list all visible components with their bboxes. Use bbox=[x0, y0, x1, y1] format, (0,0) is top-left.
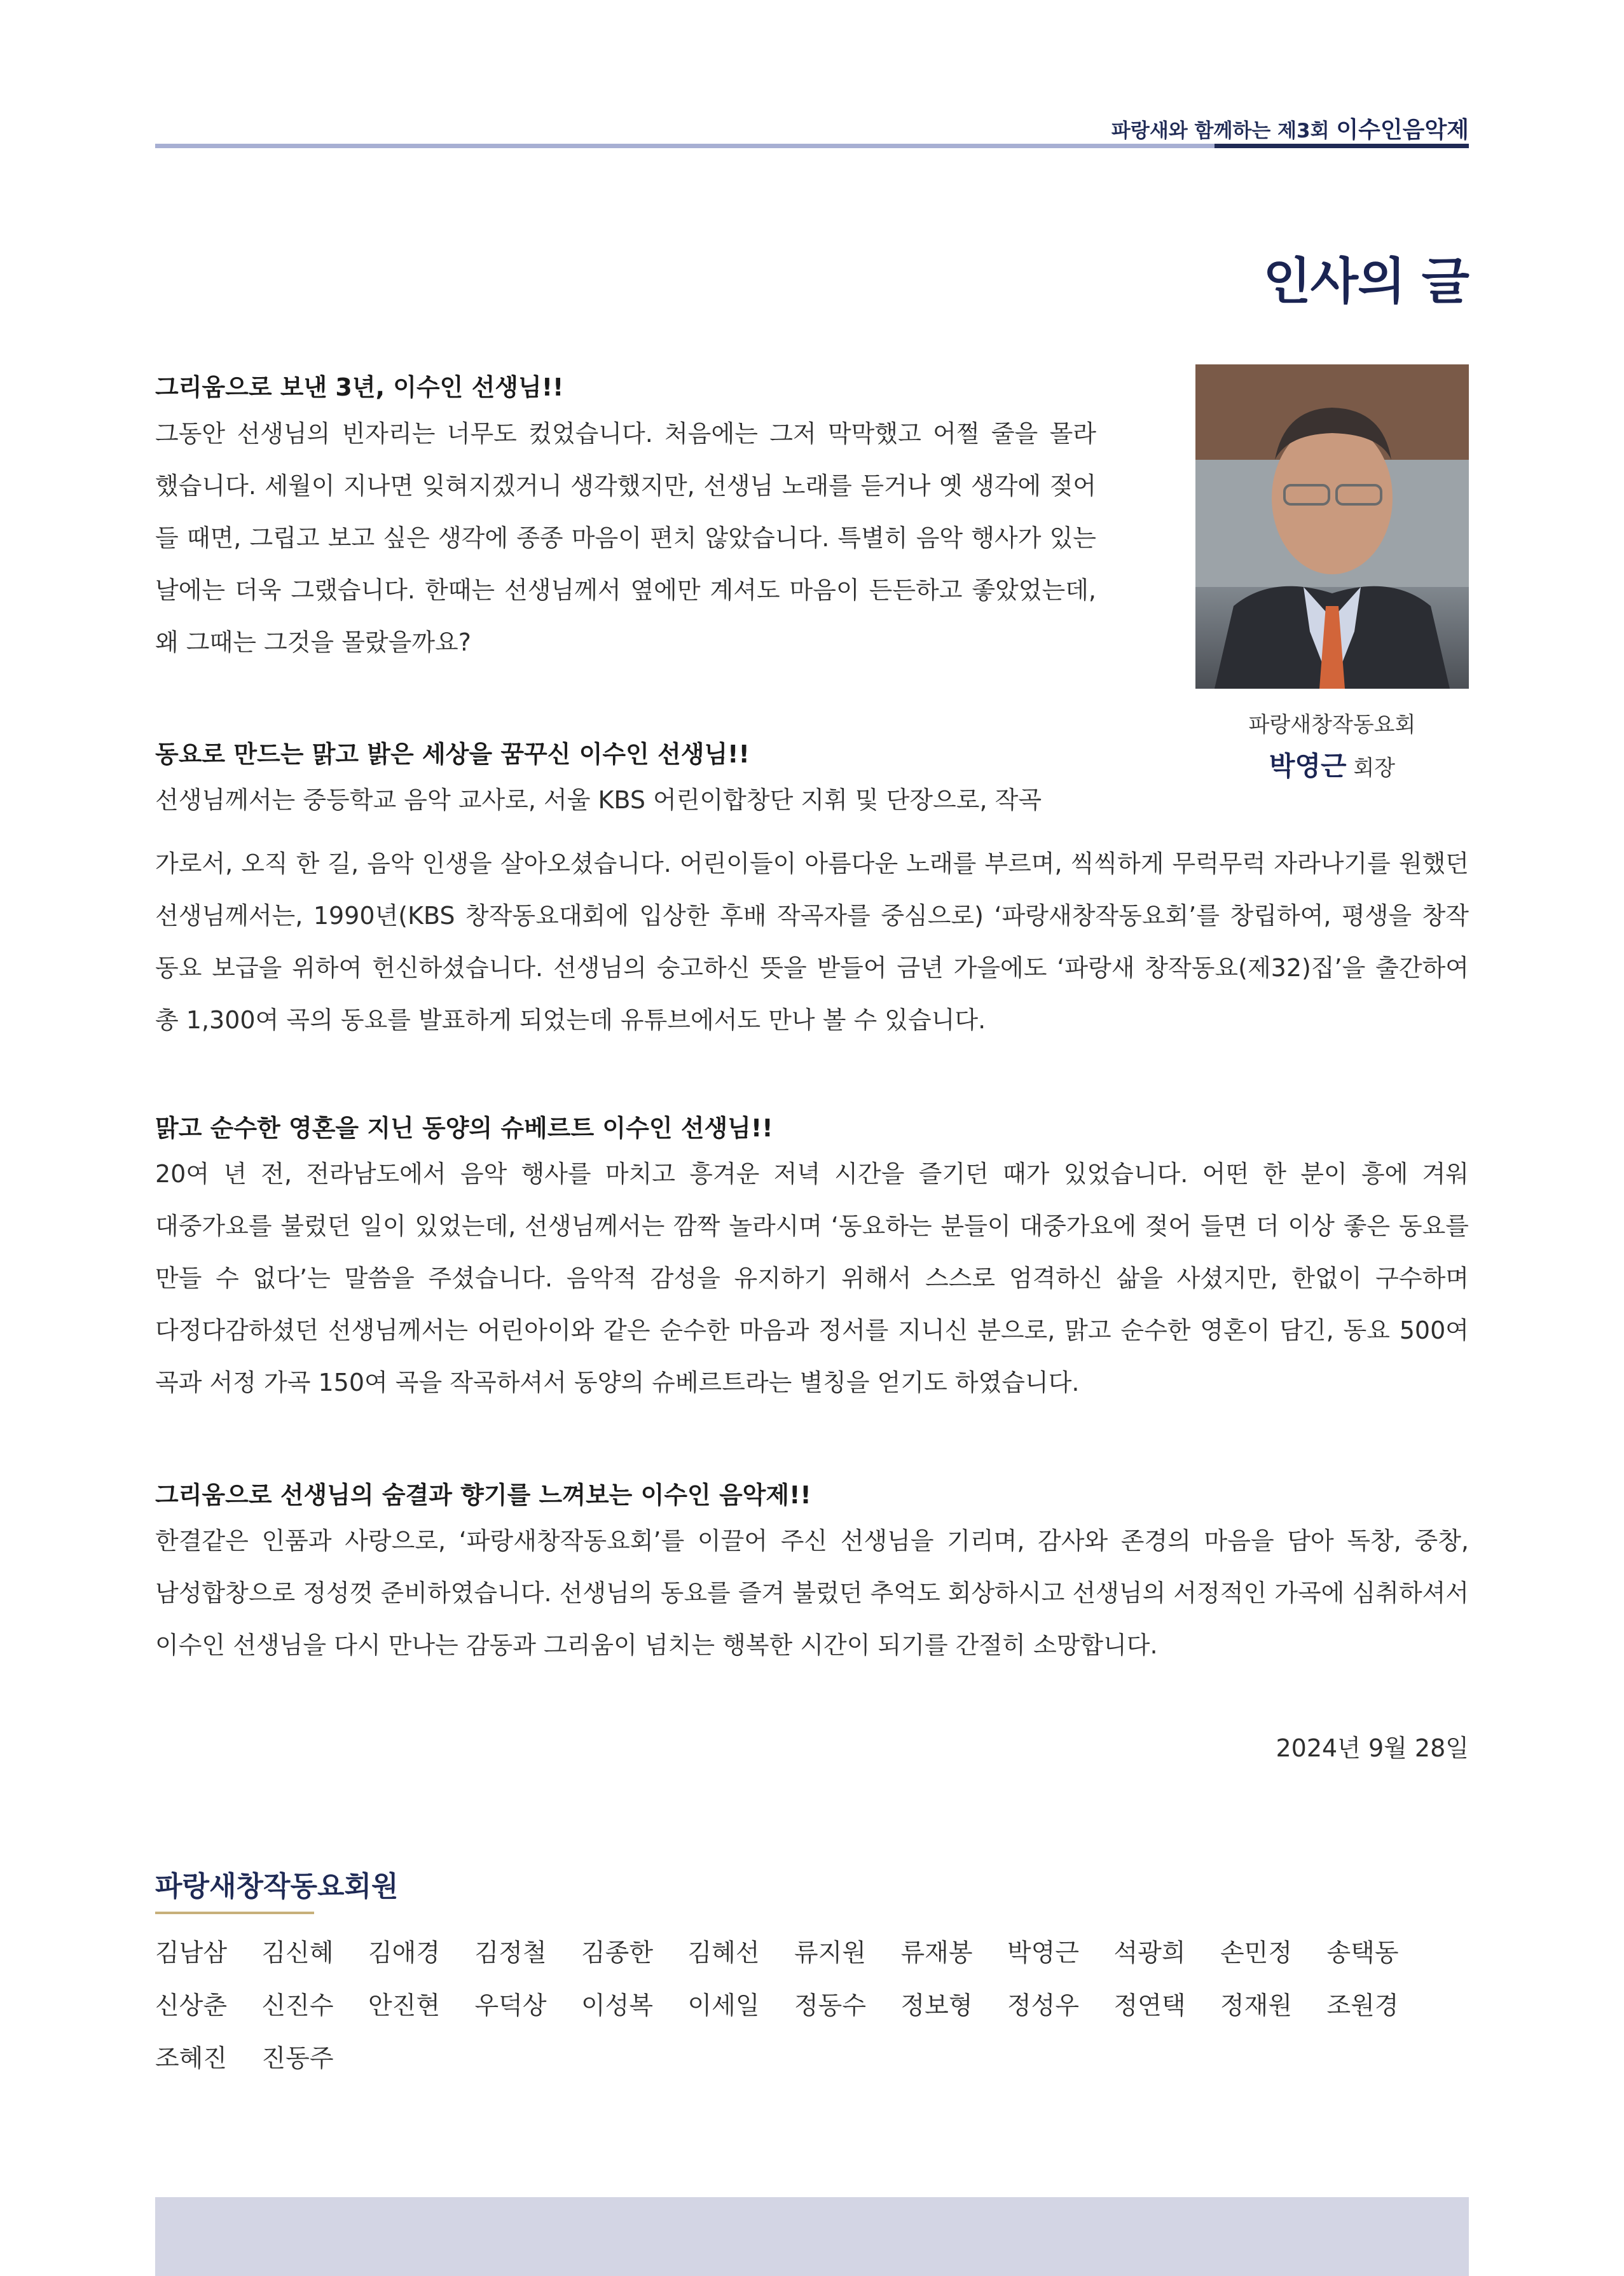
member-name: 김남삼 bbox=[155, 1939, 228, 1968]
member-name: 정연택 bbox=[1113, 1992, 1186, 2020]
member-name: 류지원 bbox=[794, 1939, 867, 1968]
footer-band bbox=[155, 2197, 1469, 2276]
member-name: 석광희 bbox=[1113, 1939, 1186, 1968]
section-heading-1: 그리움으로 보낸 3년, 이수인 선생님!! bbox=[155, 373, 564, 401]
section-body-2: 가로서, 오직 한 길, 음악 인생을 살아오셨습니다. 어린이들이 아름다운 노래를 부르며, 씩씩하게 무럭무럭 자라나기를 원했던 선생님께서는, 1990년(KBS 창작동요대회에 입상한 후배 작곡자를 중심으로) ‘파랑새창작동요회’를 창립하여, 평생을 창작 동요 보급을 위하여 헌신하셨습니다. 선생님의 숭고하신 뜻을 받들어 금년 가을에도 ‘파랑새 창작동요(제32)집’을 출간하여 총 1,300여 곡의 동요를 발표하게 되었는데 유튜브에서도 만나 볼 수 있습니다. bbox=[155, 850, 1469, 1034]
header-prefix: 파랑새와 함께하는 제3회 bbox=[1111, 120, 1330, 142]
photo-caption bbox=[1195, 745, 1469, 783]
section-body-1: 그동안 선생님의 빈자리는 너무도 컸었습니다. 처음에는 그저 막막했고 어쩔 줄을 몰라 했습니다. 세월이 지나면 잊혀지겠거니 생각했지만, 선생님 노래를 듣거나 옛 생각에 젖어 들 때면, 그립고 보고 싶은 생각에 종종 마음이 편치 않았습니다. 특별히 음악 행사가 있는 날에는 더욱 그랬습니다. 한때는 선생님께서 옆에만 계셔도 마음이 든든하고 좋았었는데, 왜 그때는 그것을 몰랐을까요? bbox=[155, 420, 1096, 656]
portrait-illustration bbox=[1195, 364, 1469, 689]
section-body-2-line1: 선생님께서는 중등학교 음악 교사로, 서울 KBS 어린이합창단 지휘 및 단장으로, 작곡 bbox=[155, 786, 1042, 814]
member-name: 박영근 bbox=[1007, 1939, 1080, 1968]
member-name: 정성우 bbox=[1007, 1992, 1080, 2020]
header-rule-accent bbox=[1215, 144, 1469, 148]
section-heading-3: 맑고 순수한 영혼을 지닌 동양의 슈베르트 이수인 선생님!! bbox=[155, 1114, 773, 1142]
member-name: 김신혜 bbox=[261, 1939, 334, 1968]
photo-caption-role: 회장 bbox=[1353, 755, 1396, 781]
page-title: 인사의 글 bbox=[1263, 253, 1469, 310]
member-name: 정보형 bbox=[900, 1992, 973, 2020]
header-text bbox=[1111, 112, 1469, 144]
member-name: 이세일 bbox=[687, 1992, 760, 2020]
member-name: 김종한 bbox=[581, 1939, 654, 1968]
page-header bbox=[155, 112, 1469, 148]
member-name: 진동주 bbox=[261, 2045, 334, 2073]
portrait-photo bbox=[1195, 364, 1469, 689]
member-name: 정동수 bbox=[794, 1992, 867, 2020]
member-name: 정재원 bbox=[1220, 1992, 1293, 2020]
section-heading-4: 그리움으로 선생님의 숨결과 향기를 느껴보는 이수인 음악제!! bbox=[155, 1481, 811, 1509]
header-festival-name: 이수인음악제 bbox=[1336, 117, 1469, 143]
member-name: 조혜진 bbox=[155, 2045, 228, 2073]
member-name: 송택동 bbox=[1326, 1939, 1399, 1968]
section-heading-2: 동요로 만드는 맑고 밝은 세상을 꿈꾸신 이수인 선생님!! bbox=[155, 740, 750, 768]
member-name: 김정철 bbox=[474, 1939, 547, 1968]
header-rule bbox=[155, 144, 1469, 148]
members-title: 파랑새창작동요회원 bbox=[155, 1870, 399, 1903]
letter-date: 2024년 9월 28일 bbox=[1276, 1734, 1469, 1762]
section-body-3: 20여 년 전, 전라남도에서 음악 행사를 마치고 흥겨운 저녁 시간을 즐기던 때가 있었습니다. 어떤 한 분이 흥에 겨워 대중가요를 불렀던 일이 있었는데, 선생님께서는 깜짝 놀라시며 ‘동요하는 분들이 대중가요에 젖어 들면 더 이상 좋은 동요를 만들 수 없다’는 말씀을 주셨습니다. 음악적 감성을 유지하기 위해서 스스로 엄격하신 삶을 사셨지만, 한없이 구수하며 다정다감하셨던 선생님께서는 어린아이와 같은 순수한 마음과 정서를 지니신 분으로, 맑고 순수한 영혼이 담긴, 동요 500여 곡과 서정 가곡 150여 곡을 작곡하셔서 동양의 슈베르트라는 별칭을 얻기도 하였습니다. bbox=[155, 1160, 1469, 1397]
member-name: 안진현 bbox=[368, 1992, 441, 2020]
member-name: 신상춘 bbox=[155, 1992, 228, 2020]
member-list bbox=[155, 1927, 1469, 2085]
section-body-4: 한결같은 인품과 사랑으로, ‘파랑새창작동요회’를 이끌어 주신 선생님을 기리며, 감사와 존경의 마음을 담아 독창, 중창, 남성합창으로 정성껏 준비하였습니다. 선생님의 동요를 즐겨 불렀던 추억도 회상하시고 선생님의 서정적인 가곡에 심취하셔서 이수인 선생님을 다시 만나는 감동과 그리움이 넘치는 행복한 시간이 되기를 간절히 소망합니다. bbox=[155, 1527, 1469, 1659]
photo-caption-organization: 파랑새창작동요회 bbox=[1248, 712, 1416, 738]
member-name: 이성복 bbox=[581, 1992, 654, 2020]
member-name: 류재봉 bbox=[900, 1939, 973, 1968]
member-name: 조원경 bbox=[1326, 1992, 1399, 2020]
member-name: 김애경 bbox=[368, 1939, 441, 1968]
member-name: 손민정 bbox=[1220, 1939, 1293, 1968]
members-title-underline bbox=[155, 1912, 314, 1914]
photo-caption-name: 박영근 bbox=[1269, 750, 1347, 782]
member-name: 신진수 bbox=[261, 1992, 334, 2020]
member-name: 김혜선 bbox=[687, 1939, 760, 1968]
member-name: 우덕상 bbox=[474, 1992, 547, 2020]
